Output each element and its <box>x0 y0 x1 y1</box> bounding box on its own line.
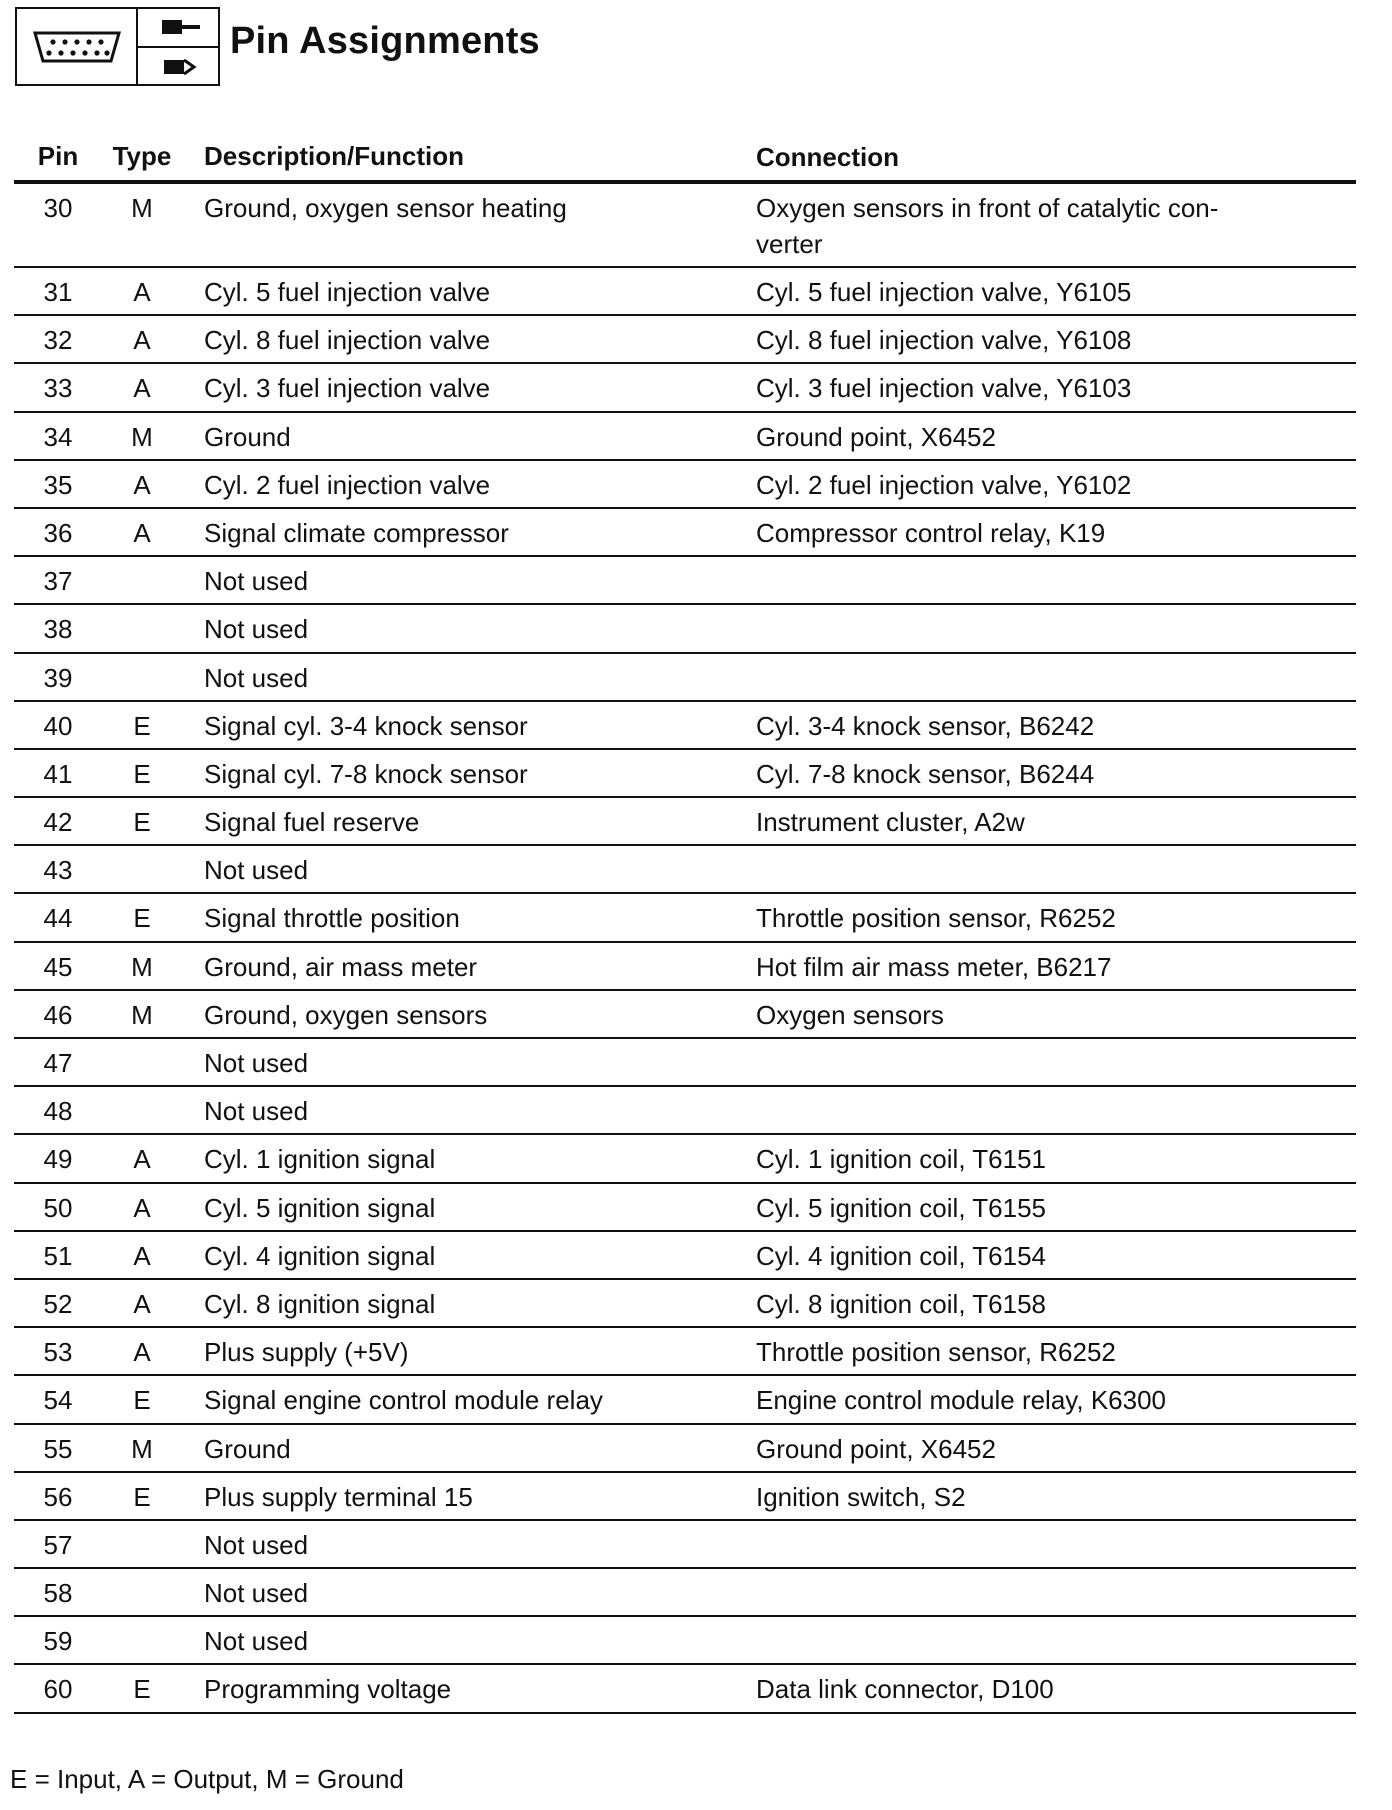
description-cell: Signal engine control module relay <box>204 1385 603 1416</box>
description-cell: Cyl. 5 fuel injection valve <box>204 277 491 307</box>
connection-cell: Ignition switch, S2 <box>756 1481 966 1512</box>
description-cell: Cyl. 8 ignition signal <box>204 1288 436 1319</box>
pin-cell: 39 <box>43 662 73 693</box>
type-cell: A <box>133 277 151 307</box>
type-cell: E <box>133 903 151 934</box>
description-cell: Not used <box>204 1578 309 1609</box>
table-row <box>14 750 1356 798</box>
table-row <box>14 1376 1356 1424</box>
table-body <box>14 184 1356 1714</box>
type-cell: A <box>133 1144 151 1175</box>
pin-cell: 37 <box>43 566 73 597</box>
type-cell: E <box>133 807 151 838</box>
description-cell: Not used <box>204 1096 309 1127</box>
connection-line: Oxygen sensors in front of catalytic con- <box>756 193 1219 223</box>
type-cell: E <box>133 1481 151 1512</box>
header-type: Type <box>112 141 172 171</box>
description-cell: Not used <box>204 1529 309 1560</box>
type-cell <box>94 1045 190 1085</box>
description-cell: Cyl. 5 ignition signal <box>204 1192 436 1223</box>
signal-output-icon <box>138 9 218 48</box>
connector-plug-icon <box>17 9 138 84</box>
description-cell: Plus supply (+5V) <box>204 1337 409 1368</box>
table-row <box>14 1617 1356 1665</box>
description-cell: Ground <box>204 421 291 452</box>
table-row <box>14 1135 1356 1183</box>
table-row <box>14 557 1356 605</box>
page-title: Pin Assignments <box>230 20 540 62</box>
table-row <box>14 1280 1356 1328</box>
type-cell: M <box>131 951 153 982</box>
pin-cell: 60 <box>43 1674 73 1705</box>
pin-cell: 53 <box>43 1337 73 1368</box>
pin-cell: 32 <box>43 325 73 356</box>
pin-cell: 55 <box>43 1433 73 1464</box>
table-row <box>14 943 1356 991</box>
signal-input-icon <box>138 48 218 85</box>
description-cell: Signal throttle position <box>204 903 460 934</box>
pin-cell: 57 <box>43 1529 73 1560</box>
pin-cell: 50 <box>43 1192 73 1223</box>
description-cell: Cyl. 2 fuel injection valve <box>204 469 491 500</box>
connection-cell: Oxygen sensors <box>756 999 944 1030</box>
pin-cell: 42 <box>43 807 73 838</box>
connection-cell: Cyl. 8 fuel injection valve, Y6108 <box>756 325 1132 356</box>
pin-cell: 30 <box>43 193 73 223</box>
connection-cell: Cyl. 8 ignition coil, T6158 <box>756 1288 1047 1319</box>
type-cell <box>94 852 190 892</box>
pin-cell: 56 <box>43 1481 73 1512</box>
description-cell: Programming voltage <box>204 1674 452 1705</box>
connection-cell: Cyl. 2 fuel injection valve, Y6102 <box>756 469 1132 500</box>
type-cell <box>94 1575 190 1615</box>
table-row <box>14 991 1356 1039</box>
description-cell: Not used <box>204 1048 309 1078</box>
table-row <box>14 316 1356 364</box>
type-cell: E <box>133 1674 151 1705</box>
header-connection: Connection <box>756 141 899 172</box>
table-row <box>14 702 1356 750</box>
table-row <box>14 509 1356 557</box>
table-row <box>14 1569 1356 1617</box>
connection-cell: Engine control module relay, K6300 <box>756 1385 1166 1416</box>
table-row <box>14 364 1356 412</box>
table-row <box>14 184 1356 268</box>
pin-cell: 51 <box>43 1240 73 1271</box>
table-row <box>14 1184 1356 1232</box>
pin-cell: 45 <box>43 951 73 982</box>
description-cell: Not used <box>204 855 309 886</box>
type-cell: A <box>133 1192 151 1223</box>
pin-cell: 43 <box>43 855 73 886</box>
connection-cell <box>756 1527 1356 1567</box>
connection-cell <box>756 660 1356 700</box>
type-legend-footnote: E = Input, A = Output, M = Ground <box>10 1764 404 1794</box>
pin-cell: 33 <box>43 373 73 404</box>
pin-cell: 46 <box>43 999 73 1030</box>
pin-cell: 36 <box>43 517 73 548</box>
description-cell: Signal cyl. 3-4 knock sensor <box>204 710 528 741</box>
connection-cell: Instrument cluster, A2w <box>756 807 1025 838</box>
connection-cell <box>756 563 1356 603</box>
type-cell: A <box>133 373 151 404</box>
pin-cell: 49 <box>43 1144 73 1175</box>
connection-cell: Ground point, X6452 <box>756 421 996 452</box>
connection-cell <box>756 190 1356 266</box>
header-description: Description/Function <box>204 141 464 171</box>
table-row <box>14 1328 1356 1376</box>
description-cell: Signal fuel reserve <box>204 807 420 838</box>
type-cell: M <box>131 999 153 1030</box>
table-row <box>14 894 1356 942</box>
table-row <box>14 1087 1356 1135</box>
connection-cell: Cyl. 5 fuel injection valve, Y6105 <box>756 277 1132 307</box>
description-cell: Cyl. 8 fuel injection valve <box>204 325 491 356</box>
table-row <box>14 413 1356 461</box>
connection-cell: Cyl. 3 fuel injection valve, Y6103 <box>756 373 1132 404</box>
pin-cell: 34 <box>43 421 73 452</box>
header-icon-box <box>15 7 220 86</box>
type-cell: A <box>133 469 151 500</box>
connection-cell <box>756 1093 1356 1133</box>
table-row <box>14 798 1356 846</box>
pin-cell: 44 <box>43 903 73 934</box>
table-row <box>14 846 1356 894</box>
type-cell <box>94 563 190 603</box>
type-cell: A <box>133 1240 151 1271</box>
connection-cell: Cyl. 7-8 knock sensor, B6244 <box>756 758 1095 789</box>
connection-cell: Cyl. 1 ignition coil, T6151 <box>756 1144 1047 1175</box>
description-cell: Not used <box>204 662 309 693</box>
connection-cell: Throttle position sensor, R6252 <box>756 903 1116 934</box>
description-cell: Signal cyl. 7-8 knock sensor <box>204 758 528 789</box>
table-row <box>14 461 1356 509</box>
description-cell: Ground, oxygen sensor heating <box>204 193 567 223</box>
type-cell <box>94 1623 190 1663</box>
pin-cell: 52 <box>43 1288 73 1319</box>
connection-cell <box>756 852 1356 892</box>
connection-cell <box>756 1045 1356 1085</box>
pin-cell: 40 <box>43 710 73 741</box>
type-cell: E <box>133 1385 151 1416</box>
connection-cell: Data link connector, D100 <box>756 1674 1054 1705</box>
description-cell: Cyl. 3 fuel injection valve <box>204 373 491 404</box>
description-cell: Plus supply terminal 15 <box>204 1481 473 1512</box>
description-cell: Not used <box>204 566 309 597</box>
type-cell: A <box>133 1337 151 1368</box>
table-row <box>14 654 1356 702</box>
table-row <box>14 605 1356 653</box>
connection-cell: Throttle position sensor, R6252 <box>756 1337 1116 1368</box>
connection-cell: Cyl. 4 ignition coil, T6154 <box>756 1240 1047 1271</box>
pin-cell: 38 <box>43 614 73 645</box>
connection-cell: Compressor control relay, K19 <box>756 517 1106 548</box>
type-cell: M <box>131 1433 153 1464</box>
table-row <box>14 1521 1356 1569</box>
type-cell <box>94 1527 190 1567</box>
pin-assignment-table <box>14 133 1356 1714</box>
pin-cell: 54 <box>43 1385 73 1416</box>
connection-cell <box>756 1623 1356 1663</box>
connection-cell: Cyl. 3-4 knock sensor, B6242 <box>756 710 1095 741</box>
pin-cell: 41 <box>43 758 73 789</box>
type-cell: A <box>133 517 151 548</box>
header-pin: Pin <box>37 141 79 171</box>
type-cell: M <box>131 193 153 223</box>
type-cell: M <box>131 421 153 452</box>
type-cell: A <box>133 325 151 356</box>
connection-cell: Cyl. 5 ignition coil, T6155 <box>756 1192 1047 1223</box>
table-row <box>14 1425 1356 1473</box>
description-cell: Not used <box>204 1626 309 1657</box>
description-cell: Not used <box>204 614 309 645</box>
pin-cell: 31 <box>43 277 73 307</box>
type-cell: E <box>133 710 151 741</box>
table-row <box>14 1665 1356 1713</box>
pin-cell: 58 <box>43 1578 73 1609</box>
table-row <box>14 1473 1356 1521</box>
description-cell: Ground <box>204 1433 291 1464</box>
type-cell <box>94 660 190 700</box>
description-cell: Cyl. 4 ignition signal <box>204 1240 436 1271</box>
type-cell: A <box>133 1288 151 1319</box>
description-cell: Signal climate compressor <box>204 517 509 548</box>
table-row <box>14 268 1356 316</box>
pin-cell: 59 <box>43 1626 73 1657</box>
type-cell: E <box>133 758 151 789</box>
table-row <box>14 1232 1356 1280</box>
pin-cell: 48 <box>43 1096 73 1127</box>
description-cell: Cyl. 1 ignition signal <box>204 1144 436 1175</box>
pin-cell: 47 <box>43 1048 73 1078</box>
connection-cell <box>756 1575 1356 1615</box>
description-cell: Ground, oxygen sensors <box>204 999 488 1030</box>
table-row <box>14 1039 1356 1087</box>
connection-cell: Ground point, X6452 <box>756 1433 996 1464</box>
type-cell <box>94 1093 190 1133</box>
connection-cell <box>756 611 1356 651</box>
connection-cell: Hot film air mass meter, B6217 <box>756 951 1112 982</box>
connection-line: verter <box>756 229 823 259</box>
type-cell <box>94 611 190 651</box>
pin-cell: 35 <box>43 469 73 500</box>
table-header-row <box>14 133 1356 184</box>
description-cell: Ground, air mass meter <box>204 951 478 982</box>
